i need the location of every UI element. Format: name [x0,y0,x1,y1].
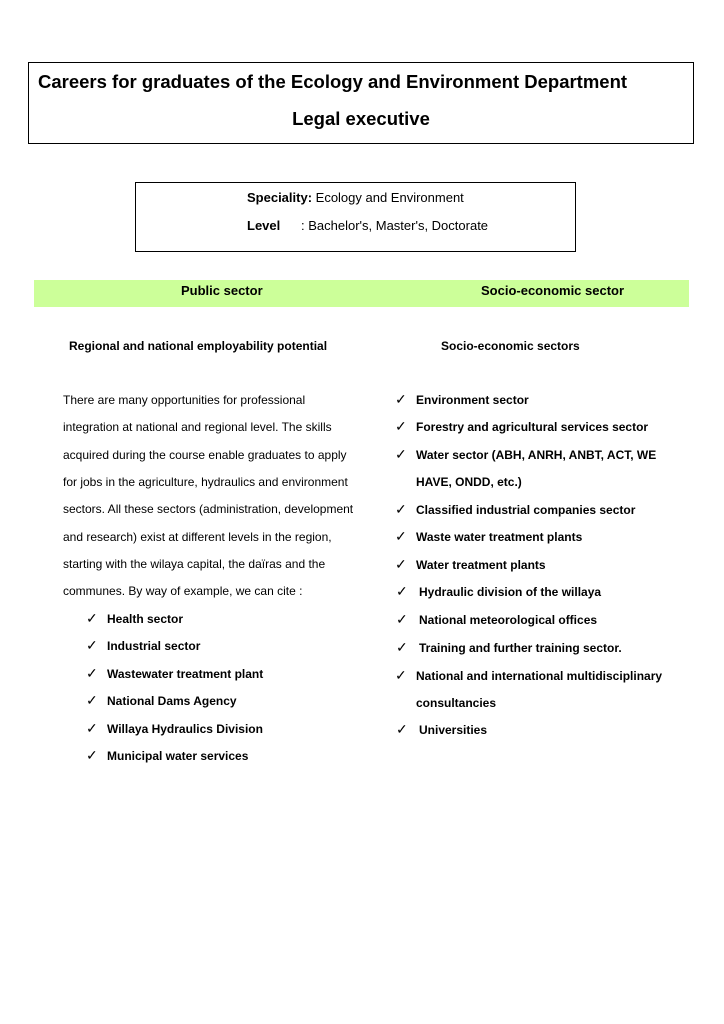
check-icon: ✓ [86,637,98,653]
socio-item: Environment sector [416,393,529,407]
socio-item: Water sector (ABH, ANRH, ANBT, ACT, WE [416,448,657,462]
socio-item-continuation: HAVE, ONDD, etc.) [416,475,522,489]
public-item: Willaya Hydraulics Division [107,722,263,736]
socio-item: Water treatment plants [416,558,546,572]
check-icon: ✓ [396,611,408,627]
paragraph-line: communes. By way of example, we can cite : [63,584,303,598]
speciality-value: Ecology and Environment [312,190,464,205]
socio-item: Forestry and agricultural services sector [416,420,649,434]
paragraph-line: integration at national and regional level. The skills [63,420,332,434]
check-icon: ✓ [396,721,408,737]
check-icon: ✓ [86,747,98,763]
check-icon: ✓ [395,528,407,544]
public-item: Health sector [107,612,184,626]
check-icon: ✓ [395,501,407,517]
paragraph-line: for jobs in the agriculture, hydraulics and environment [63,475,348,489]
socio-item: National meteorological offices [419,613,598,627]
socio-subheading: Socio-economic sectors [441,339,580,353]
paragraph-line: acquired during the course enable graduates to apply [63,448,347,462]
socio-item: Hydraulic division of the willaya [419,585,602,599]
title-box [28,62,694,144]
socio-item-continuation: consultancies [416,696,497,710]
level-value: : Bachelor's, Master's, Doctorate [301,218,489,233]
paragraph-line: and research) exist at different levels in the region, [63,530,332,544]
check-icon: ✓ [396,583,408,599]
public-sector-heading: Public sector [181,283,263,298]
public-item: Municipal water services [107,749,249,763]
socio-item: Classified industrial companies sector [416,503,636,517]
public-subheading: Regional and national employability potential [69,339,328,353]
speciality-box [135,182,576,252]
socio-item: Training and further training sector. [419,641,622,655]
check-icon: ✓ [86,692,98,708]
check-icon: ✓ [396,639,408,655]
check-icon: ✓ [395,556,407,572]
speciality-row [247,190,464,205]
socio-item: National and international multidisciplinary [416,669,663,683]
public-item: Wastewater treatment plant [107,667,264,681]
page-subtitle: Legal executive [292,108,430,129]
check-icon: ✓ [86,720,98,736]
paragraph-line: sectors. All these sectors (administration, development [63,502,354,516]
public-item: National Dams Agency [107,694,237,708]
paragraph-line: starting with the wilaya capital, the daïras and the [63,557,326,571]
page-title: Careers for graduates of the Ecology and Environment Department [38,71,628,92]
check-icon: ✓ [395,667,407,683]
check-icon: ✓ [86,665,98,681]
speciality-label: Speciality: [247,190,313,205]
level-label: Level [247,218,281,233]
check-icon: ✓ [395,391,407,407]
check-icon: ✓ [395,418,407,434]
socio-item: Universities [419,723,488,737]
public-item: Industrial sector [107,639,201,653]
check-icon: ✓ [395,446,407,462]
socio-economic-sector-heading: Socio-economic sector [481,283,625,298]
paragraph-line: There are many opportunities for professional [63,393,306,407]
check-icon: ✓ [86,610,98,626]
level-row [247,218,488,233]
socio-item: Waste water treatment plants [416,530,583,544]
